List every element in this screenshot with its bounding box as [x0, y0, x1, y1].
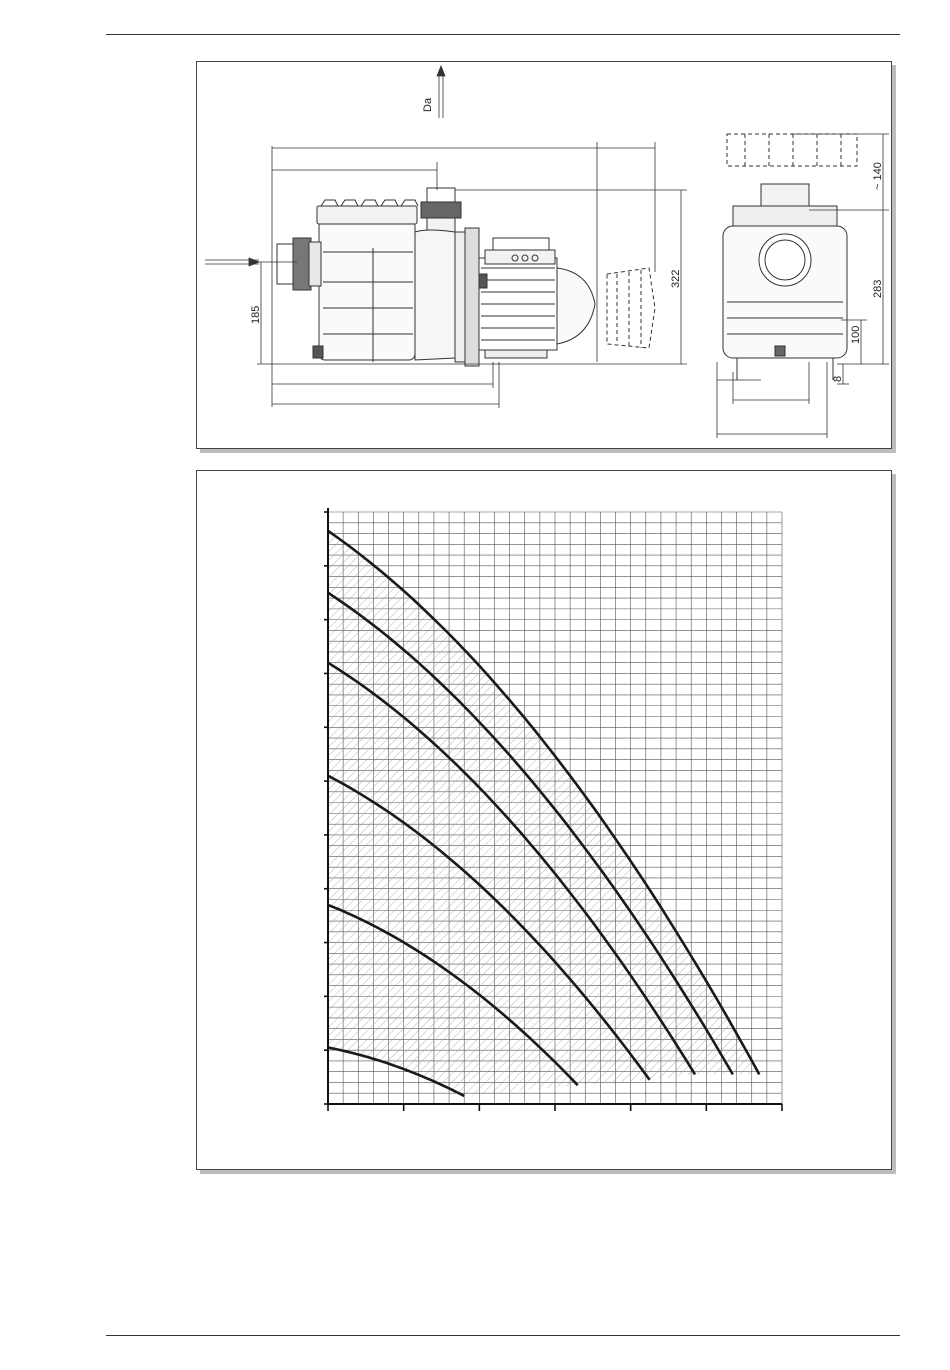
dim-140: ~ 140: [872, 162, 884, 190]
pump-housing: [415, 230, 455, 360]
fan-cover-outline: [607, 268, 655, 348]
dim-185: 185: [250, 305, 262, 324]
front-lid-outline: [727, 134, 857, 166]
dim-283: 283: [872, 279, 884, 298]
dim-322: 322: [670, 269, 682, 288]
pump-dimension-drawing: [197, 62, 891, 448]
flow-label: Da: [422, 97, 434, 112]
inlet-union: [277, 238, 321, 290]
dim-100: 100: [850, 325, 862, 344]
strainer-pot: [313, 200, 418, 360]
motor-body: [479, 238, 595, 358]
footer-rule: [106, 1335, 900, 1336]
header-rule: [106, 34, 900, 35]
performance-chart-panel: [196, 470, 892, 1170]
pump-curve-chart: [197, 471, 891, 1169]
dim-8: 8: [832, 375, 844, 382]
dimension-drawing-panel: [196, 61, 892, 449]
front-view: [723, 134, 857, 380]
